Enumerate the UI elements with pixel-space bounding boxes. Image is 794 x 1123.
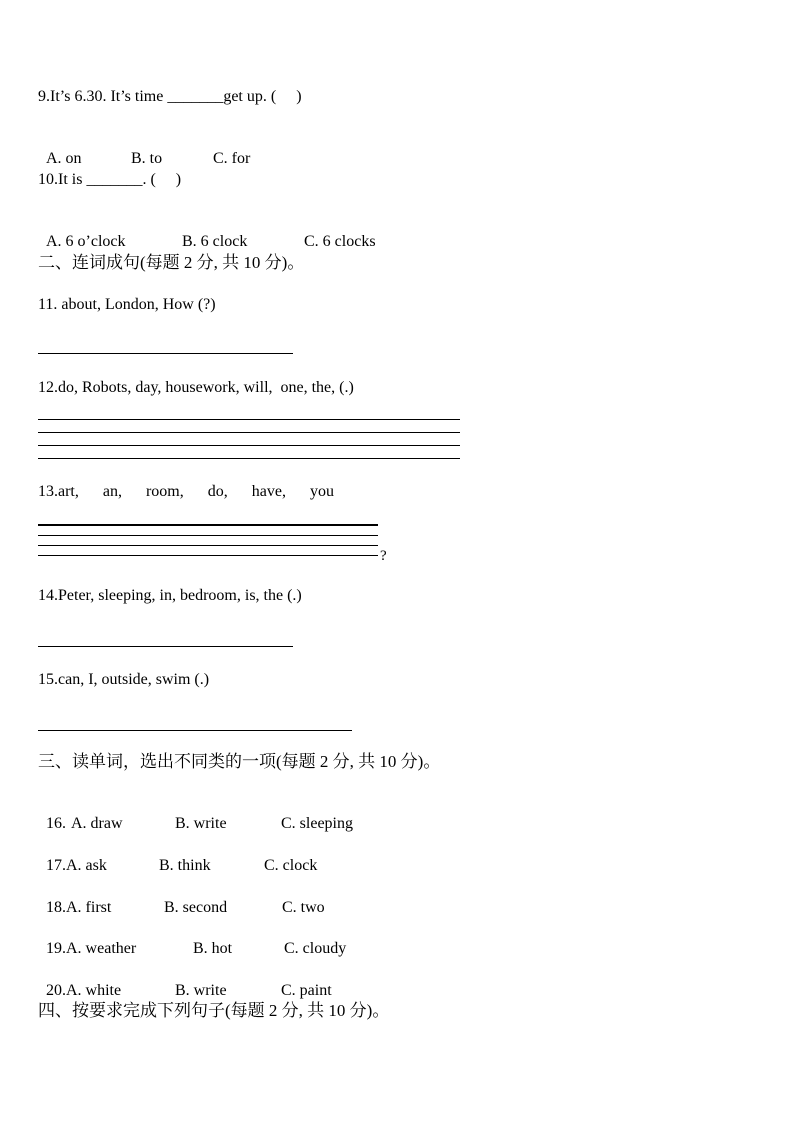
q16-option-a[interactable]: A. draw — [71, 815, 123, 832]
section-2-heading: 二、连词成句(每题 2 分, 共 10 分)。 — [38, 253, 305, 272]
q19-number: 19. — [46, 940, 66, 957]
question-9-stem: 9.It’s 6.30. It’s time _______get up. ( ) — [38, 88, 302, 105]
q9-option-a[interactable]: A. on — [46, 150, 82, 167]
q11-answer-line[interactable] — [38, 353, 293, 354]
q10-option-c[interactable]: C. 6 clocks — [304, 233, 376, 250]
q14-answer-line[interactable] — [38, 646, 293, 647]
q17-number: 17. — [46, 857, 66, 874]
question-18 — [38, 878, 325, 918]
question-10-stem: 10.It is _______. ( ) — [38, 171, 182, 188]
q10-option-a[interactable]: A. 6 o’clock — [46, 233, 126, 250]
q20-option-b[interactable]: B. write — [175, 982, 227, 999]
q18-number: 18. — [46, 899, 66, 916]
q16-option-c[interactable]: C. sleeping — [281, 815, 353, 832]
question-12-words: 12.do, Robots, day, housework, will, one, the, (.) — [38, 379, 354, 396]
q20-option-a[interactable]: A. white — [66, 982, 122, 999]
q13-answer-line-3[interactable] — [38, 545, 378, 546]
q10-option-b[interactable]: B. 6 clock — [182, 233, 248, 250]
q12-answer-line-2[interactable] — [38, 432, 460, 433]
question-9-options — [38, 129, 250, 169]
question-15-words: 15.can, I, outside, swim (.) — [38, 671, 210, 688]
q19-option-a[interactable]: A. weather — [66, 940, 137, 957]
q20-option-c[interactable]: C. paint — [281, 982, 332, 999]
q18-option-a[interactable]: A. first — [66, 899, 112, 916]
question-20 — [38, 961, 332, 1001]
q12-answer-line-4[interactable] — [38, 458, 460, 459]
question-13-words: 13.art, an, room, do, have, you — [38, 483, 334, 500]
q18-option-c[interactable]: C. two — [282, 899, 325, 916]
question-14-words: 14.Peter, sleeping, in, bedroom, is, the (.) — [38, 587, 302, 604]
q9-option-b[interactable]: B. to — [131, 150, 163, 167]
q12-answer-line-1[interactable] — [38, 419, 460, 420]
question-17 — [38, 836, 317, 876]
q16-number: 16. — [46, 815, 66, 832]
q17-option-c[interactable]: C. clock — [264, 857, 318, 874]
q9-option-c[interactable]: C. for — [213, 150, 251, 167]
section-4-heading: 四、按要求完成下列句子(每题 2 分, 共 10 分)。 — [38, 1001, 390, 1020]
q19-option-b[interactable]: B. hot — [193, 940, 233, 957]
q20-number: 20. — [46, 982, 66, 999]
q15-answer-line[interactable] — [38, 730, 352, 731]
q19-option-c[interactable]: C. cloudy — [284, 940, 347, 957]
question-19 — [38, 919, 346, 959]
question-10-options — [38, 212, 376, 252]
q16-option-b[interactable]: B. write — [175, 815, 227, 832]
q13-answer-line-2[interactable] — [38, 535, 378, 536]
section-3-heading: 三、读单词，选出不同类的一项(每题 2 分, 共 10 分)。 — [38, 752, 441, 771]
q17-option-b[interactable]: B. think — [159, 857, 211, 874]
q13-answer-line-4[interactable] — [38, 555, 378, 556]
q17-option-a[interactable]: A. ask — [66, 857, 107, 874]
q12-answer-line-3[interactable] — [38, 445, 460, 446]
q18-option-b[interactable]: B. second — [164, 899, 228, 916]
q13-answer-line-1[interactable] — [38, 524, 378, 526]
question-16 — [38, 794, 353, 834]
question-11-words: 11. about, London, How (?) — [38, 296, 216, 313]
q13-question-mark: ? — [380, 548, 387, 564]
